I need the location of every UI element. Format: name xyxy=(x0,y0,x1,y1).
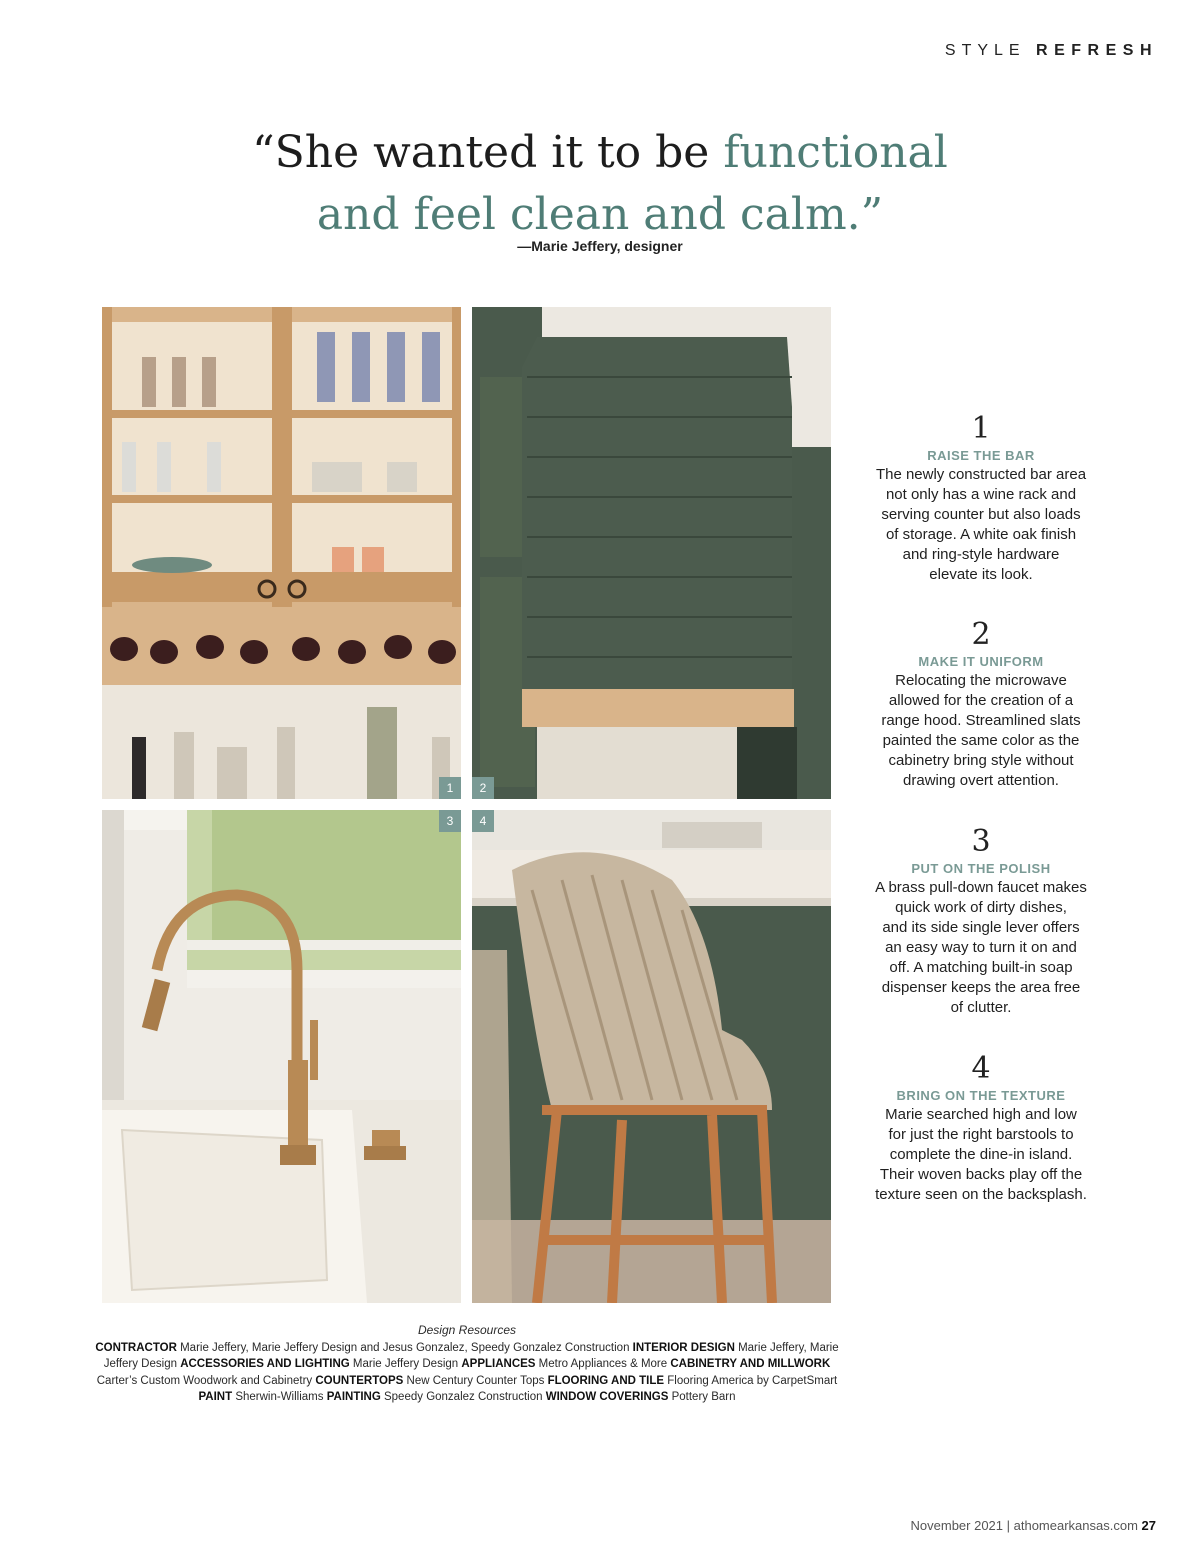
resource-text: Metro Appliances & More xyxy=(535,1358,671,1370)
tip-title: PUT ON THE POLISH xyxy=(911,861,1051,876)
photo-barstool xyxy=(472,810,831,1303)
resource-label: PAINT xyxy=(198,1391,233,1403)
section-tag-light: STYLE xyxy=(944,42,1026,59)
photo-badge-1: 1 xyxy=(439,777,461,799)
resources-body xyxy=(92,1340,842,1406)
page-number: 27 xyxy=(1141,1518,1156,1533)
tip-number: 2 xyxy=(971,617,991,652)
resource-text: Pottery Barn xyxy=(668,1391,736,1403)
tip-line: painted the same color as the xyxy=(882,732,1080,749)
tip-line: not only has a wine rack and xyxy=(885,486,1077,503)
tip-line: allowed for the creation of a xyxy=(888,692,1074,709)
quote-attribution: —Marie Jeffery, designer xyxy=(517,238,683,254)
resource-label: PAINTING xyxy=(326,1391,381,1403)
resource-text: Carter’s Custom Woodwork and Cabinetry xyxy=(96,1374,316,1387)
resource-text: Marie Jeffery, Marie Jeffery Design xyxy=(103,1341,839,1370)
tip-line: The newly constructed bar area xyxy=(875,466,1087,483)
quote-part1: “She wanted it to be xyxy=(252,127,724,178)
tip-number: 3 xyxy=(971,824,991,859)
tip-line: Marie searched high and low xyxy=(885,1106,1077,1123)
quote-end: ” xyxy=(860,189,884,240)
tip-line: and ring-style hardware xyxy=(902,546,1060,563)
resource-text: Flooring America by CarpetSmart xyxy=(664,1374,838,1387)
section-tag-bold: REFRESH xyxy=(1036,42,1158,59)
resource-text: New Century Counter Tops xyxy=(403,1374,548,1387)
tip-line: serving counter but also loads xyxy=(881,506,1081,523)
tip-4 xyxy=(866,1052,1096,1205)
tip-line: texture seen on the backsplash. xyxy=(875,1186,1087,1203)
photo-faucet xyxy=(102,810,461,1303)
tip-line: an easy way to turn it on and xyxy=(885,939,1077,956)
tip-line: A brass pull-down faucet makes xyxy=(875,879,1087,896)
resource-text: Marie Jeffery, Marie Jeffery Design and Jesus Gonzalez, Speedy Gonzalez Construction xyxy=(176,1341,633,1354)
page-footer xyxy=(911,1518,1156,1533)
tip-line: complete the dine-in island. xyxy=(889,1146,1073,1163)
tip-line: dispenser keeps the area free xyxy=(881,979,1081,996)
tip-2 xyxy=(866,618,1096,791)
footer-issue: November 2021 xyxy=(910,1518,1004,1533)
footer-site: athomearkansas.com xyxy=(1013,1518,1138,1533)
tip-line: of clutter. xyxy=(950,999,1012,1016)
tip-body xyxy=(866,671,1096,791)
resource-label: CONTRACTOR xyxy=(95,1341,177,1354)
tip-line: and its side single lever offers xyxy=(882,919,1080,936)
resource-label: FLOORING AND TILE xyxy=(547,1374,665,1387)
resources-heading: Design Resources xyxy=(417,1323,517,1337)
design-resources xyxy=(92,1322,842,1406)
photo-badge-4: 4 xyxy=(472,810,494,832)
tip-line: quick work of dirty dishes, xyxy=(895,899,1067,916)
tip-line: range hood. Streamlined slats xyxy=(881,712,1081,729)
tip-line: Their woven backs play off the xyxy=(879,1166,1083,1183)
tip-line: elevate its look. xyxy=(929,566,1033,583)
tip-line: drawing overt attention. xyxy=(903,772,1059,789)
resource-label: CABINETRY AND MILLWORK xyxy=(670,1358,831,1370)
photo-bar-cabinet xyxy=(102,307,461,799)
resource-label: ACCESSORIES AND LIGHTING xyxy=(180,1358,350,1370)
tip-line: for just the right barstools to xyxy=(888,1126,1074,1143)
pull-quote xyxy=(0,122,1200,246)
photo-range-hood xyxy=(472,307,831,799)
tip-line: Relocating the microwave xyxy=(895,672,1067,689)
tip-line: cabinetry bring style without xyxy=(888,752,1074,769)
resource-text: Marie Jeffery Design xyxy=(349,1358,462,1370)
section-tag xyxy=(945,42,1158,60)
tip-3 xyxy=(866,825,1096,1018)
tip-title: RAISE THE BAR xyxy=(927,448,1035,463)
quote-accent-1: functional xyxy=(723,127,948,178)
resource-label: INTERIOR DESIGN xyxy=(632,1341,735,1354)
tip-body xyxy=(866,465,1096,585)
quote-accent-2: and feel clean and calm. xyxy=(316,189,861,240)
resource-label: APPLIANCES xyxy=(461,1358,536,1370)
resource-text: Speedy Gonzalez Construction xyxy=(380,1391,546,1403)
tip-line: of storage. A white oak finish xyxy=(885,526,1077,543)
resource-label: COUNTERTOPS xyxy=(315,1374,404,1387)
resource-label: WINDOW COVERINGS xyxy=(545,1391,669,1403)
footer-separator: | xyxy=(1003,1518,1014,1533)
resource-text: Sherwin-Williams xyxy=(232,1391,327,1403)
tip-number: 4 xyxy=(971,1051,991,1086)
tip-1 xyxy=(866,412,1096,585)
tip-line: off. A matching built-in soap xyxy=(889,959,1073,976)
tip-body xyxy=(866,1105,1096,1205)
tip-number: 1 xyxy=(971,411,991,446)
tip-title: BRING ON THE TEXTURE xyxy=(896,1088,1066,1103)
photo-badge-2: 2 xyxy=(472,777,494,799)
photo-badge-3: 3 xyxy=(439,810,461,832)
tip-body xyxy=(866,878,1096,1018)
tip-title: MAKE IT UNIFORM xyxy=(918,654,1044,669)
